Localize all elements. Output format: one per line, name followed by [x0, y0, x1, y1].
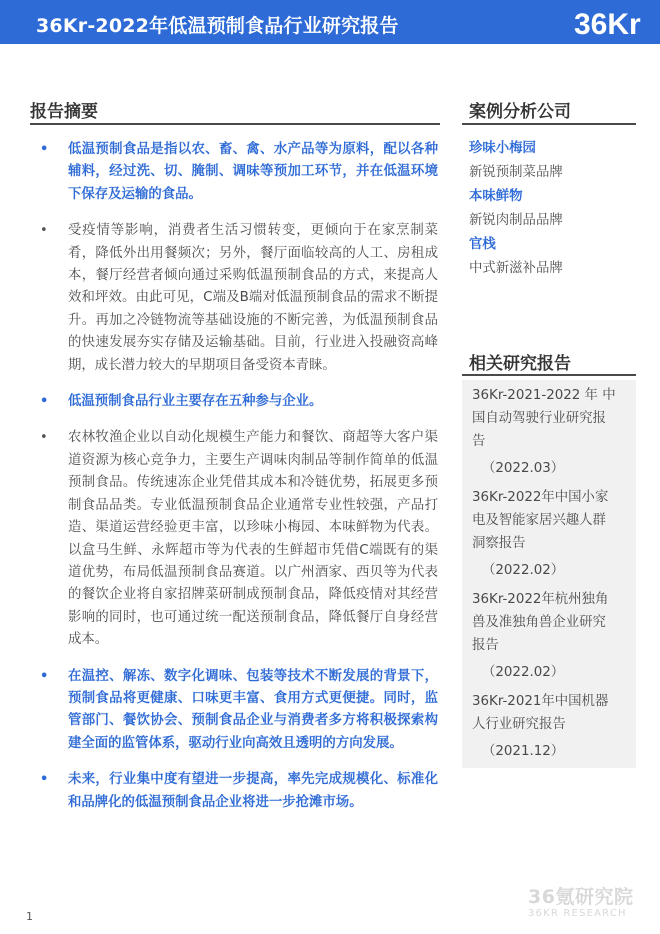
summary-paragraph: • 低温预制食品行业主要存在五种参与企业。: [38, 391, 438, 413]
report-date: （2022.02）: [482, 665, 565, 680]
report-title-line: 人行业研究报告: [472, 717, 566, 732]
case-name: 珍味小梅园: [469, 141, 536, 156]
report-title-line: 36Kr-2021-2022 年 中: [472, 388, 616, 403]
watermark-cn: 36氪研究院: [528, 886, 634, 908]
bullet-icon: •: [40, 142, 49, 157]
bullet-icon: •: [40, 394, 49, 410]
report-date: （2022.02）: [482, 563, 565, 578]
summary-divider: [30, 123, 440, 125]
header-bar: [0, 0, 660, 44]
summary-paragraph: • 未来，行业集中度有望进一步提高，率先完成规模化、标准化和品牌化的低温预制食品企业将进一步抢滩市场。: [38, 769, 438, 814]
summary-list: [38, 139, 438, 828]
report-item[interactable]: [472, 384, 628, 480]
report-item[interactable]: [472, 588, 628, 684]
bullet-icon: •: [40, 223, 48, 239]
case-description: 中式新滋补品牌: [469, 261, 563, 276]
reports-list: [472, 384, 628, 769]
case-description: 新锐肉制品品牌: [469, 213, 563, 228]
report-date: （2021.12）: [482, 744, 565, 759]
case-description: 新锐预制菜品牌: [469, 165, 563, 180]
report-title-line: 36Kr-2022年杭州独角: [472, 592, 609, 607]
report-title-line: 36Kr-2021年中国机器: [472, 694, 609, 709]
36kr-logo-icon: [572, 0, 660, 44]
report-title-line: 36Kr-2022年中国小家: [472, 490, 609, 505]
page-number: 1: [26, 910, 33, 923]
report-date: （2022.03）: [482, 461, 565, 476]
summary-paragraph: • 农林牧渔企业以自动化规模生产能力和餐饮、商超等大客户渠道资源为核心竞争力，主要生产调味肉制品等制作简单的低温预制食品。传统速冻企业凭借其成本和冷链优势，拓展更多预制食品品类。专业低温预制食品企业通常专业性较强，产品打造、渠道运营经验更丰富，以珍味小梅园、本味鲜物为代表。以盒马生鲜、永辉超市等为代表的生鲜超市凭借C端既有的渠道优势，布局低温预制食品赛道。以广州酒家、西贝等为代表的餐饮企业将自家招牌菜研制成预制食品，降低疫情对其经营影响的同时，也可通过统一配送预制食品，降低餐厅自身经营成本。: [38, 427, 438, 651]
bullet-icon: •: [40, 668, 49, 684]
report-title: 36Kr-2022年低温预制食品行业研究报告: [36, 15, 399, 37]
report-title-line: 电及智能家居兴趣人群: [472, 513, 606, 528]
bullet-icon: •: [40, 430, 48, 446]
report-title-line: 国自动驾驶行业研究报: [472, 411, 606, 426]
watermark-en: 36KR RESEARCH: [528, 908, 627, 919]
report-item[interactable]: [472, 690, 628, 763]
report-item[interactable]: [472, 486, 628, 582]
summary-paragraph: • 在温控、解冻、数字化调味、包装等技术不断发展的背景下，预制食品将更健康、口味更丰富、食用方式更便捷。同时，监管部门、餐饮协会、预制食品企业与消费者多方将积极探索构建全面的监管体系，驱动行业向高效且透明的方向发展。: [38, 666, 438, 756]
report-title-line: 兽及准独角兽企业研究: [472, 615, 606, 630]
case-name: 本味鲜物: [469, 189, 523, 204]
summary-paragraph: • 受疫情等影响，消费者生活习惯转变，更倾向于在家烹制菜肴，降低外出用餐频次；另外，餐厅面临较高的人工、房租成本，餐厅经营者倾向通过采购低温预制食品的方式，来提高人效和坪效。由此可见，C端及B端对低温预制食品的需求不断提升。再加之冷链物流等基础设施的不断完善，为低温预制食品的快速发展夯实存储及运输基础。目前，行业进入投融资高峰期，成长潜力较大的早期项目备受资本青睐。: [38, 220, 438, 377]
reports-divider: [462, 374, 636, 376]
bullet-icon: •: [40, 772, 49, 788]
summary-title: 报告摘要: [30, 102, 98, 122]
report-title-line: 报告: [472, 638, 499, 653]
cases-divider: [462, 123, 636, 125]
report-title-line: 告: [472, 434, 486, 449]
report-title-line: 洞察报告: [472, 536, 526, 551]
cases-list: [469, 137, 639, 281]
cases-title: 案例分析公司: [469, 102, 571, 122]
case-name: 官栈: [469, 237, 496, 252]
watermark: [528, 882, 648, 922]
svg-text:36Kr: 36Kr: [574, 8, 641, 41]
reports-title: 相关研究报告: [469, 354, 571, 374]
summary-paragraph: • 低温预制食品是指以农、畜、禽、水产品等为原料，配以各种辅料，经过洗、切、腌制、调味等预加工环节，并在低温环境下保存及运输的食品。: [38, 139, 438, 206]
